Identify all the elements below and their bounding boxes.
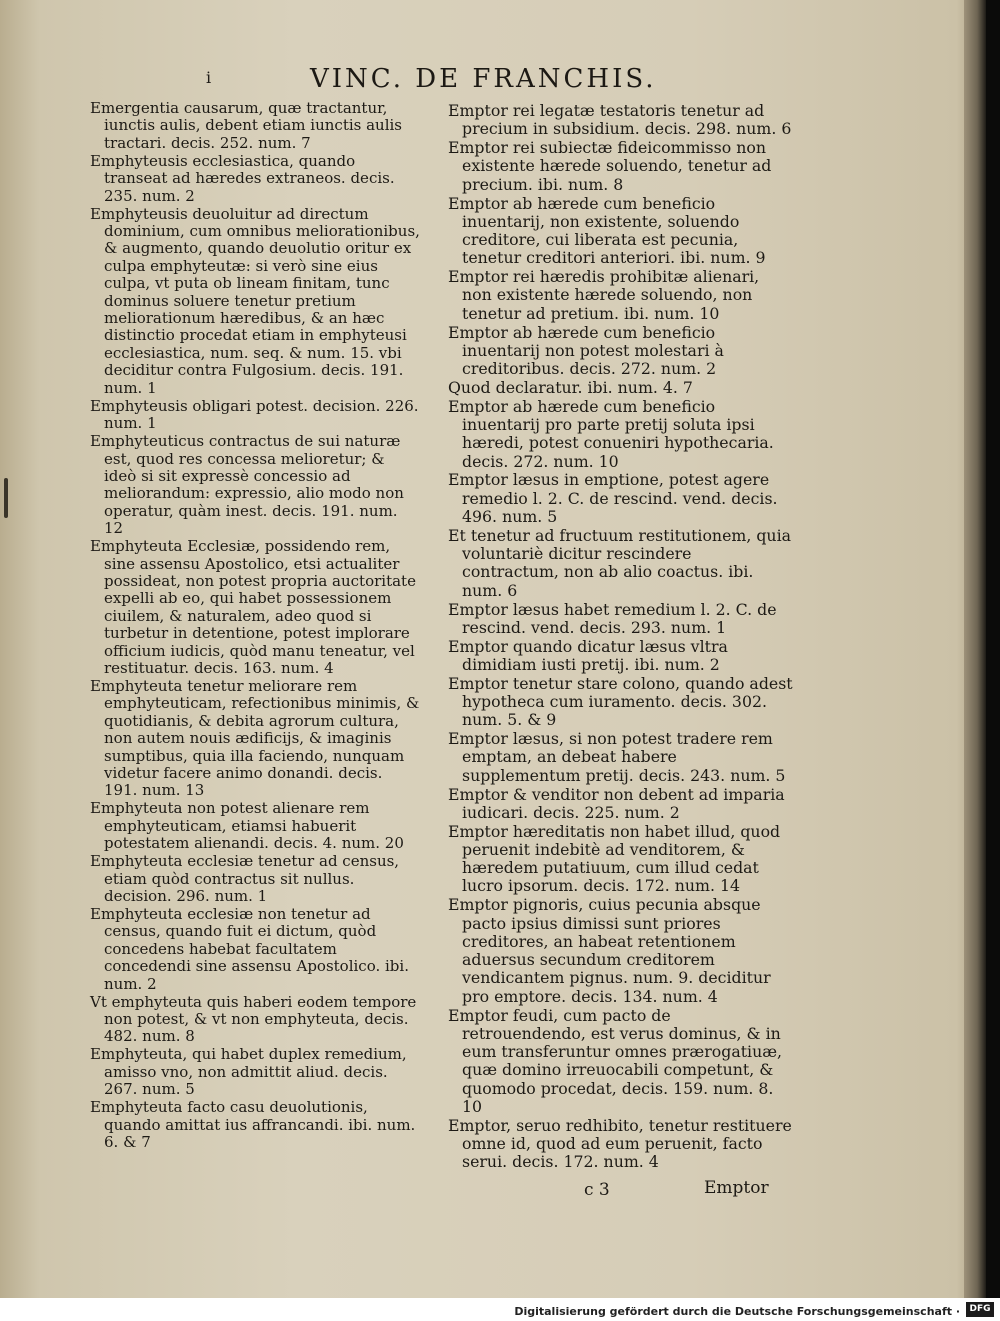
index-entry: Emptor læsus habet remedium l. 2. C. de rescind. vend. decis. 293. num. 1 xyxy=(448,599,777,637)
index-entry: Emphyteuta non potest alienare rem emphyteuticam, etiamsi habuerit potestatem alienandi. decis. 4. num. 20 xyxy=(90,799,404,853)
index-entry: Emptor rei legatæ testatoris tenetur ad precium in subsidium. decis. 298. num. 6 xyxy=(448,101,792,139)
right-column xyxy=(448,102,793,1172)
page-edge-shadow xyxy=(964,0,986,1298)
index-entry: Emptor quando dicatur læsus vltra dimidiam iusti pretij. ibi. num. 2 xyxy=(448,636,728,674)
page-marker: i xyxy=(206,68,212,87)
running-head: VINC. DE FRANCHIS. xyxy=(310,64,657,94)
index-entry: Vt emphyteuta quis haberi eodem tempore non potest, & vt non emphyteuta, decis. 482. num. 8 xyxy=(90,992,417,1046)
index-entry: Emphyteuta, qui habet duplex remedium, amisso vno, non admittit aliud. decis. 267. num. 5 xyxy=(90,1045,407,1099)
index-entry: Emptor & venditor non debent ad imparia iudicari. decis. 225. num. 2 xyxy=(448,784,785,822)
index-entry: Emptor ab hærede cum beneficio inuentarij, non existente, soluendo creditore, cui liberata est pecunia, tenetur creditori anteriori. ibi. num. 9 xyxy=(448,193,766,268)
index-entry: Emphyteusis obligari potest. decision. 226. num. 1 xyxy=(90,396,419,433)
index-entry: Emptor rei hæredis prohibitæ alienari, non existente hærede soluendo, non tenetur ad pretium. ibi. num. 10 xyxy=(448,267,760,323)
signature-mark: c 3 xyxy=(584,1180,610,1200)
index-entry: Emptor tenetur stare colono, quando adest hypotheca cum iuramento. decis. 302. num. 5. & 9 xyxy=(448,673,793,730)
index-entry: Emphyteuta ecclesiæ non tenetur ad census, quando fuit ei dictum, quòd concedens habebat facultatem concedendi sine assensu Apostolico. ibi. num. 2 xyxy=(90,905,409,993)
index-entry: Quod declaratur. ibi. num. 4. 7 xyxy=(448,377,693,397)
index-entry: Emphyteuta ecclesiæ tenetur ad census, etiam quòd contractus sit nullus. decision. 296. num. 1 xyxy=(90,852,400,906)
index-entry: Et tenetur ad fructuum restitutionem, quia voluntariè dicitur rescindere contractum, non ab alio coactus. ibi. num. 6 xyxy=(448,525,792,600)
index-entry: Emphyteuta tenetur meliorare rem emphyteuticam, refectionibus minimis, & quotidianis, & debita agrorum cultura, non autem nouis ædificijs, & imaginis sumptibus, quia illa faciendo, nunquam videtur facere animo donandi. decis. 191. num. 13 xyxy=(90,676,420,800)
index-entry: Emergentia causarum, quæ tractantur, iunctis aulis, debent etiam iunctis aulis tractari. decis. 252. num. 7 xyxy=(90,99,403,152)
index-entry: Emphyteuta Ecclesiæ, possidendo rem, sine assensu Apostolico, etsi actualiter possideat, non potest propria auctoritate expelli ab eo, qui habet possessionem ciuilem, & naturalem, adeo quod si turbetur in detentione, potest implorare officium iudicis, quòd manu teneatur, vel restituatur. decis. 163. num. 4 xyxy=(90,537,416,677)
index-entry: Emphyteusis ecclesiastica, quando transeat ad hæredes extraneos. decis. 235. num. 2 xyxy=(90,151,395,205)
dfg-logo: DFG xyxy=(966,1302,994,1317)
digitization-credit: Digitalisierung gefördert durch die Deutsche Forschungsgemeinschaft · xyxy=(514,1305,960,1318)
index-entry: Emphyteuticus contractus de sui naturæ est, quod res concessa melioretur; & ideò si sit expressè concessio ad meliorandum: expressio, alio modo non operatur, quàm inest. decis. 191. num. 12 xyxy=(90,432,404,538)
index-entry: Emphyteusis deuoluitur ad directum dominium, cum omnibus meliorationibus, & augmento, quando deuolutio oritur ex culpa emphyteutæ: si verò sine eius culpa, vt puta ob lineam finitam, tunc dominus soluere tenetur pretium meliorationum hæredibus, & an hæc distinctio procedat etiam in emphyteusi ecclesiastica, num. seq. & num. 15. vbi deciditur contra Fulgosium. decis. 191. num. 1 xyxy=(90,204,420,397)
index-entry: Emptor feudi, cum pacto de retrouendendo, est verus dominus, & in eum transferuntur omnes prærogatiuæ, quæ domino irreuocabili competunt, & quomodo procedat, decis. 159. num. 8. 10 xyxy=(448,1005,783,1116)
index-entry: Emptor ab hærede cum beneficio inuentarij non potest molestari à creditoribus. decis. 272. num. 2 xyxy=(448,322,724,379)
index-entry: Emptor rei subiectæ fideicommisso non existente hærede soluendo, tenetur ad precium. ibi. num. 8 xyxy=(448,138,772,194)
index-entry: Emphyteuta facto casu deuolutionis, quando amittat ius affrancandi. ibi. num. 6. & 7 xyxy=(90,1098,416,1152)
left-column xyxy=(90,100,420,1152)
index-entry: Emptor, seruo redhibito, tenetur restituere omne id, quod ad eum peruenit, facto serui. decis. 172. num. 4 xyxy=(448,1115,792,1172)
page-fold-mark xyxy=(4,478,8,518)
index-entry: Emptor læsus in emptione, potest agere remedio l. 2. C. de rescind. vend. decis. 496. num. 5 xyxy=(448,470,778,526)
index-entry: Emptor læsus, si non potest tradere rem emptam, an debeat habere supplementum pretij. decis. 243. num. 5 xyxy=(448,729,786,785)
index-entry: Emptor hæreditatis non habet illud, quod peruenit indebitè ad venditorem, & hæredem putatiuum, cum illud cedat lucro ipsorum. decis. 172. num. 14 xyxy=(448,821,781,896)
index-entry: Emptor pignoris, cuius pecunia absque pacto ipsius dimissi sunt priores creditores, an habeat retentionem aduersus secundum creditorem vendicantem pignus. num. 9. deciditur pro emptore. decis. 134. num. 4 xyxy=(448,895,771,1006)
index-entry: Emptor ab hærede cum beneficio inuentarij pro parte pretij soluta ipsi hæredi, potest conueniri hypothecaria. decis. 272. num. 10 xyxy=(448,396,774,471)
catchword: Emptor xyxy=(704,1178,769,1198)
